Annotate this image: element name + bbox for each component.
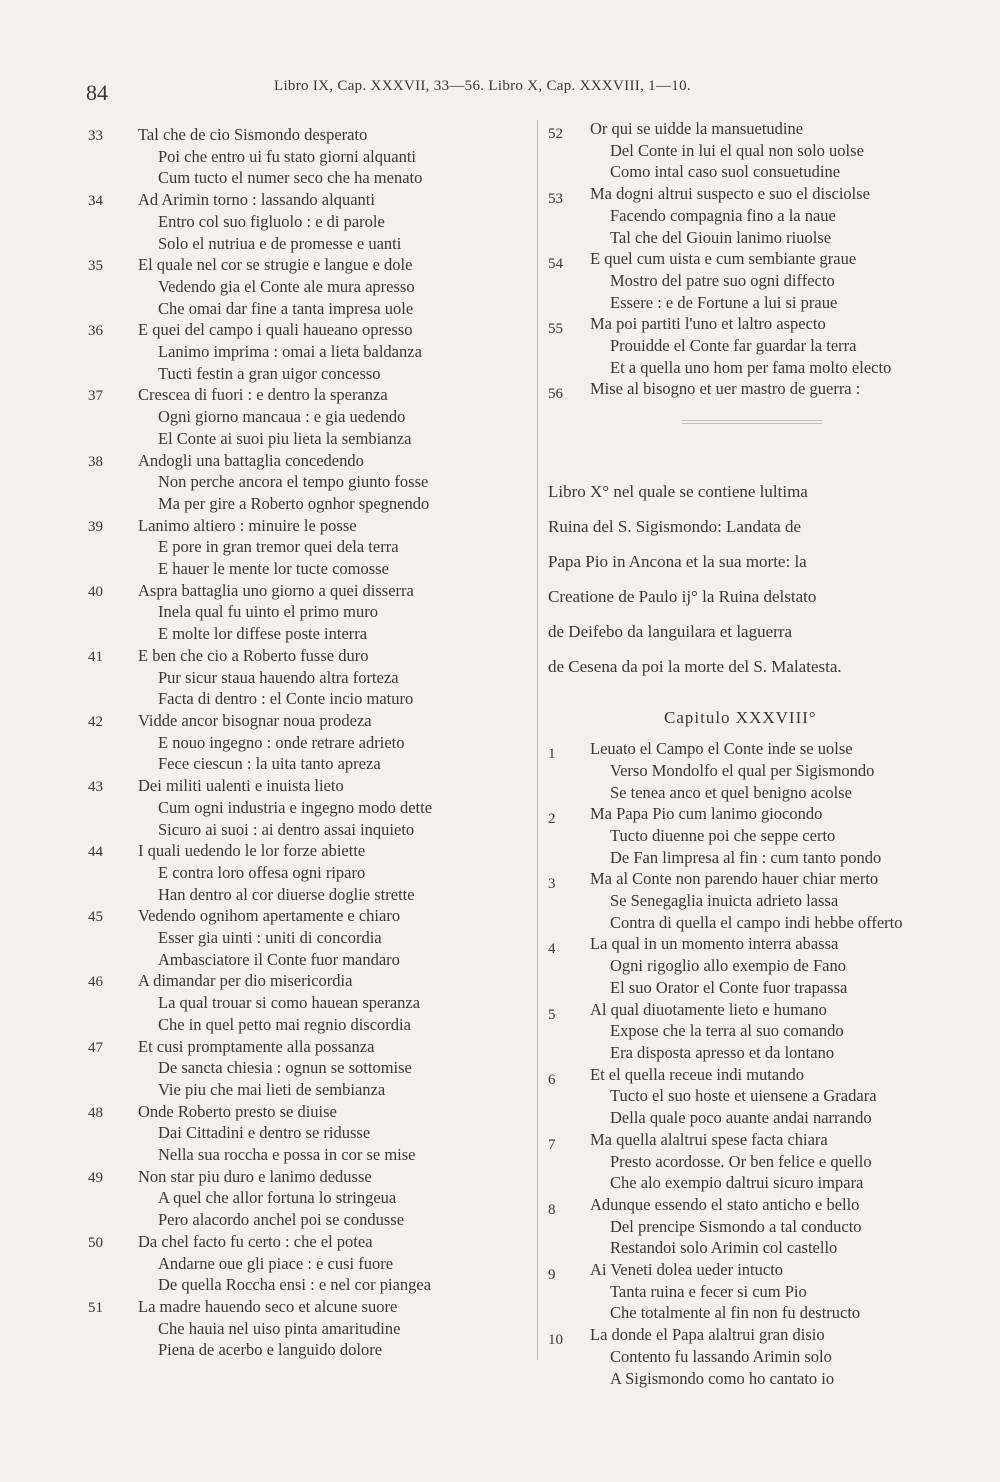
stanza	[88, 1166, 528, 1231]
verse-line: Non star piu duro e lanimo dedusse	[138, 1166, 372, 1186]
verse-line: Tucto diuenne poi che seppe certo	[610, 825, 836, 845]
stanza-number: 38	[88, 453, 103, 470]
verse-line: E ben che cio a Roberto fusse duro	[138, 645, 369, 665]
verse-line: Essere : e de Fortune a lui si praue	[610, 292, 838, 312]
book-heading-line: Libro X° nel quale se contiene lultima	[548, 482, 808, 502]
stanza-number: 49	[88, 1169, 103, 1186]
stanza	[88, 580, 528, 645]
chapter-title: Capitulo XXXVIII°	[664, 708, 817, 728]
running-title: Libro IX, Cap. XXXVII, 33—56. Libro X, Cap. XXXVIII, 1—10.	[274, 78, 691, 94]
stanza	[88, 645, 528, 710]
verse-line: De sancta chiesia : ognun se sottomise	[158, 1058, 412, 1078]
verse-line: La qual trouar si como hauean speranza	[158, 993, 421, 1013]
verse-line: Ma al Conte non parendo hauer chiar merto	[590, 869, 879, 889]
verse-line: Tucto el suo hoste et uiensene a Gradara	[610, 1086, 877, 1106]
verse-line: Tanta ruina e fecer si cum Pio	[610, 1281, 807, 1301]
stanza	[548, 183, 968, 248]
verse-line: Poi che entro ui fu stato giorni alquanti	[158, 146, 416, 166]
verse-line: La donde el Papa alaltrui gran disio	[590, 1325, 825, 1345]
stanza	[548, 1064, 968, 1129]
verse-line: Como intal caso suol consuetudine	[610, 162, 841, 182]
left-column	[88, 124, 528, 1361]
stanza-number: 54	[548, 256, 563, 273]
verse-line: Era disposta apresso et da lontano	[610, 1042, 835, 1062]
verse-line: Nella sua roccha e possa in cor se mise	[158, 1145, 416, 1165]
stanza	[88, 319, 528, 384]
stanza-number: 48	[88, 1104, 103, 1121]
verse-line: El quale nel cor se strugie e langue e dole	[138, 255, 413, 275]
stanza-number: 9	[548, 1267, 556, 1284]
verse-line: Et el quella receue indi mutando	[590, 1064, 804, 1084]
stanza-number: 2	[548, 811, 556, 828]
verse-line: Expose che la terra al suo comando	[610, 1021, 844, 1041]
stanza-number: 51	[88, 1299, 103, 1316]
verse-line: Pero alacordo anchel poi se condusse	[158, 1210, 405, 1230]
verse-line: Ai Veneti dolea ueder intucto	[590, 1260, 784, 1280]
verse-line: Se tenea anco et quel benigno acolse	[610, 782, 852, 802]
stanza	[548, 803, 968, 868]
stanza	[88, 710, 528, 775]
stanza	[548, 378, 968, 403]
stanza-number: 8	[548, 1201, 556, 1218]
stanza-number: 6	[548, 1071, 556, 1088]
verse-line: Leuato el Campo el Conte inde se uolse	[590, 739, 853, 759]
stanza-number: 1	[548, 746, 556, 763]
verse-line: Et a quella uno hom per fama molto electo	[610, 357, 892, 377]
right-column	[548, 118, 968, 1389]
stanza-number: 35	[88, 258, 103, 275]
verse-line: Esser gia uinti : uniti di concordia	[158, 928, 382, 948]
verse-line: E quei del campo i quali haueano opresso	[138, 320, 413, 340]
verse-line: Che alo exempio daltrui sicuro impara	[610, 1173, 864, 1193]
stanza-number: 3	[548, 876, 556, 893]
verse-line: Tal che del Giouin lanimo riuolse	[610, 227, 832, 247]
verse-line: Entro col suo figluolo : e di parole	[158, 211, 385, 231]
stanza	[88, 970, 528, 1035]
stanza-number: 47	[88, 1039, 103, 1056]
stanza-number: 7	[548, 1136, 556, 1153]
verse-line: Da chel facto fu certo : che el potea	[138, 1231, 373, 1251]
stanza-number: 46	[88, 974, 103, 991]
verse-line: Dai Cittadini e dentro se ridusse	[158, 1123, 371, 1143]
stanza-number: 43	[88, 779, 103, 796]
stanza	[88, 1231, 528, 1296]
verse-line: Ma quella alaltrui spese facta chiara	[590, 1129, 828, 1149]
verse-line: Tucti festin a gran uigor concesso	[158, 363, 381, 383]
verse-line: Che hauia nel uiso pinta amaritudine	[158, 1318, 401, 1338]
verse-line: Crescea di fuori : e dentro la speranza	[138, 385, 388, 405]
stanza	[88, 515, 528, 580]
book-heading-line: Creatione de Paulo ij° la Ruina delstato	[548, 587, 817, 607]
stanza	[88, 1036, 528, 1101]
verse-line: El Conte ai suoi piu lieta la sembianza	[158, 428, 412, 448]
stanza	[88, 189, 528, 254]
verse-line: La madre hauendo seco et alcune suore	[138, 1296, 398, 1316]
verse-line: E molte lor diffese poste interra	[158, 624, 368, 644]
stanza-number: 42	[88, 713, 103, 730]
verse-line: Sicuro ai suoi : ai dentro assai inquieto	[158, 819, 415, 839]
stanza	[88, 1101, 528, 1166]
book-heading-line: de Deifebo da languilara et laguerra	[548, 622, 793, 642]
stanza	[548, 1324, 968, 1389]
stanza-number: 39	[88, 518, 103, 535]
book-heading-line: de Cesena da poi la morte del S. Malatesta.	[548, 657, 842, 677]
stanza	[548, 868, 968, 933]
stanza-number: 55	[548, 321, 563, 338]
verse-line: Lanimo altiero : minuire le posse	[138, 515, 357, 535]
verse-line: Ma dogni altrui suspecto e suo el disciolse	[590, 184, 870, 204]
verse-line: Tal che de cio Sismondo desperato	[138, 125, 368, 144]
stanza	[88, 775, 528, 840]
verse-line: Facendo compagnia fino a la naue	[610, 205, 836, 225]
verse-line: Vedendo ognihom apertamente e chiaro	[138, 906, 401, 926]
verse-line: Onde Roberto presto se diuise	[138, 1101, 337, 1121]
stanza-number: 10	[548, 1332, 563, 1349]
verse-line: Del Conte in lui el qual non solo uolse	[610, 140, 864, 160]
verse-line: Han dentro al cor diuerse doglie strette	[158, 884, 415, 904]
verse-line: Restandoi solo Arimin col castello	[610, 1238, 838, 1258]
stanza	[548, 118, 968, 183]
stanza-number: 50	[88, 1234, 103, 1251]
stanza-number: 45	[88, 909, 103, 926]
stanza	[548, 1259, 968, 1324]
verse-line: El suo Orator el Conte fuor trapassa	[610, 977, 848, 997]
verse-line: Che in quel petto mai regnio discordia	[158, 1014, 411, 1034]
column-divider	[537, 120, 538, 1360]
verse-line: Non perche ancora el tempo giunto fosse	[158, 472, 429, 492]
stanza-number: 53	[548, 191, 563, 208]
verse-line: Al qual diuotamente lieto e humano	[590, 999, 827, 1019]
section-separator	[682, 420, 822, 428]
stanza	[548, 1194, 968, 1259]
verse-line: Ogni rigoglio allo exempio de Fano	[610, 956, 847, 976]
verse-line: A dimandar per dio misericordia	[138, 971, 353, 991]
verse-line: Presto acordosse. Or ben felice e quello	[610, 1151, 872, 1171]
stanza-number: 41	[88, 648, 103, 665]
stanza	[88, 905, 528, 970]
book-heading	[548, 474, 968, 684]
verse-line: Et cusi promptamente alla possanza	[138, 1036, 375, 1056]
verse-line: Ma poi partiti l'uno et laltro aspecto	[590, 314, 826, 334]
stanza-number: 56	[548, 386, 563, 403]
verse-line: Contra di quella el campo indi hebbe offerto	[610, 912, 903, 932]
verse-line: Ad Arimin torno : lassando alquanti	[138, 190, 375, 210]
verse-line: E nouo ingegno : onde retrare adrieto	[158, 732, 405, 752]
stanza	[88, 450, 528, 515]
verse-line: Or qui se uidde la mansuetudine	[590, 119, 804, 138]
verse-line: Del prencipe Sismondo a tal conducto	[610, 1216, 862, 1236]
verse-line: Aspra battaglia uno giorno a quei disserra	[138, 580, 414, 600]
verse-line: Che totalmente al fin non fu destructo	[610, 1303, 861, 1323]
verse-line: Mostro del patre suo ogni diffecto	[610, 270, 835, 290]
verse-line: Cum ogni industria e ingegno modo dette	[158, 797, 433, 817]
verse-line: Ogni giorno mancaua : e gia uedendo	[158, 407, 406, 427]
verse-line: Vedendo gia el Conte ale mura apresso	[158, 276, 415, 296]
verse-line: Lanimo imprima : omai a lieta baldanza	[158, 342, 422, 362]
right-stanzas-top	[548, 118, 968, 403]
verse-line: Della quale poco auante andai narrando	[610, 1108, 872, 1128]
verse-line: A quel che allor fortuna lo stringeua	[158, 1188, 397, 1208]
page-number: 84	[86, 80, 108, 105]
stanza-number: 52	[548, 126, 563, 142]
verse-line: Vidde ancor bisognar noua prodeza	[138, 710, 372, 730]
stanza	[88, 840, 528, 905]
verse-line: La qual in un momento interra abassa	[590, 934, 839, 954]
verse-line: Vie piu che mai lieti de sembianza	[158, 1079, 386, 1099]
verse-line: Cum tucto el numer seco che ha menato	[158, 168, 423, 188]
stanza-number: 37	[88, 388, 103, 405]
stanza-number: 36	[88, 323, 103, 340]
verse-line: Ambasciatore il Conte fuor mandaro	[158, 949, 400, 969]
verse-line: Piena de acerbo e languido dolore	[158, 1340, 383, 1360]
verse-line: Verso Mondolfo el qual per Sigismondo	[610, 760, 875, 780]
verse-line: Mise al bisogno et uer mastro de guerra :	[590, 379, 861, 399]
stanza	[548, 1129, 968, 1194]
stanza	[548, 933, 968, 998]
stanza-number: 5	[548, 1006, 556, 1023]
verse-line: De Fan limpresa al fin : cum tanto pondo	[610, 847, 882, 867]
verse-line: A Sigismondo como ho cantato io	[610, 1368, 835, 1388]
verse-line: Contento fu lassando Arimin solo	[610, 1346, 832, 1366]
verse-line: Pur sicur staua hauendo altra forteza	[158, 667, 399, 687]
stanza	[548, 999, 968, 1064]
stanza	[88, 124, 528, 189]
right-stanzas-bottom	[548, 738, 968, 1389]
verse-line: Se Senegaglia inuicta adrieto lassa	[610, 891, 839, 911]
verse-line: Adunque essendo el stato anticho e bello	[590, 1194, 860, 1214]
verse-line: Facta di dentro : el Conte incio maturo	[158, 689, 414, 709]
verse-line: Fece ciescun : la uita tanto apreza	[158, 754, 381, 774]
verse-line: E hauer le mente lor tucte comosse	[158, 559, 389, 579]
verse-line: Ma Papa Pio cum lanimo giocondo	[590, 804, 823, 824]
stanza	[548, 248, 968, 313]
verse-line: E pore in gran tremor quei dela terra	[158, 537, 399, 557]
verse-line: Prouidde el Conte far guardar la terra	[610, 336, 857, 356]
stanza	[548, 313, 968, 378]
stanza	[88, 254, 528, 319]
verse-line: Dei militi ualenti e inuista lieto	[138, 776, 344, 796]
verse-line: E contra loro offesa ogni riparo	[158, 862, 366, 882]
stanza	[548, 738, 968, 803]
verse-line: E quel cum uista e cum sembiante graue	[590, 249, 857, 269]
verse-line: Andogli una battaglia concedendo	[138, 450, 364, 470]
stanza	[88, 384, 528, 449]
book-heading-line: Ruina del S. Sigismondo: Landata de	[548, 517, 802, 537]
stanza-number: 33	[88, 128, 103, 144]
stanza-number: 34	[88, 193, 103, 210]
verse-line: Inela qual fu uinto el primo muro	[158, 602, 378, 622]
verse-line: Ma per gire a Roberto ognhor spegnendo	[158, 493, 430, 513]
stanza-number: 40	[88, 583, 103, 600]
verse-line: De quella Roccha ensi : e nel cor piangea	[158, 1275, 432, 1295]
verse-line: Andarne oue gli piace : e cusi fuore	[158, 1253, 394, 1273]
book-heading-line: Papa Pio in Ancona et la sua morte: la	[548, 552, 807, 572]
verse-line: Solo el nutriua e de promesse e uanti	[158, 233, 402, 253]
stanza	[88, 1296, 528, 1361]
verse-line: Che omai dar fine a tanta impresa uole	[158, 298, 414, 318]
verse-line: I quali uedendo le lor forze abiette	[138, 841, 366, 861]
stanza-number: 4	[548, 941, 556, 958]
stanza-number: 44	[88, 844, 103, 861]
